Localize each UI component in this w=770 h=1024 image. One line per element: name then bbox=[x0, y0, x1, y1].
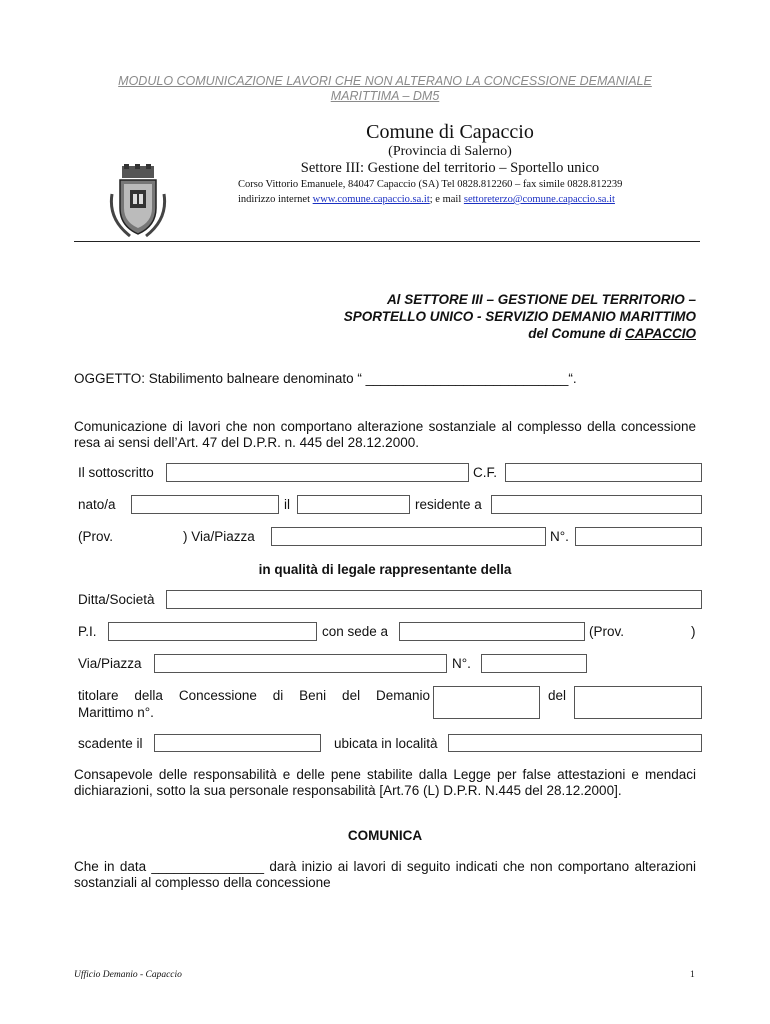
numero-field[interactable] bbox=[575, 527, 702, 546]
sottoscritto-field[interactable] bbox=[166, 463, 469, 482]
addressee-line-1: Al SETTORE III – GESTIONE DEL TERRITORIO – bbox=[386, 292, 696, 307]
label-paren-close: ) bbox=[691, 624, 696, 639]
footer-office: Ufficio Demanio - Capaccio bbox=[74, 970, 182, 980]
addressee-prefix: del Comune di bbox=[528, 326, 622, 341]
comune-name: Comune di Capaccio bbox=[366, 121, 534, 143]
addressee-block bbox=[250, 291, 696, 342]
pi-field[interactable] bbox=[108, 622, 317, 641]
label-del: del bbox=[548, 688, 567, 703]
web-prefix: indirizzo internet bbox=[238, 194, 311, 205]
label-scadente: scadente il bbox=[78, 736, 143, 751]
label-il: il bbox=[284, 497, 290, 512]
addressee-city: CAPACCIO bbox=[624, 326, 696, 341]
birthplace-field[interactable] bbox=[131, 495, 279, 514]
comunica-heading: COMUNICA bbox=[347, 828, 423, 843]
label-prov: (Prov. bbox=[78, 529, 114, 544]
oggetto-line: OGGETTO: Stabilimento balneare denominato “ ___________________________“. bbox=[74, 371, 577, 386]
concessione-date-field[interactable] bbox=[574, 686, 702, 719]
label-titolare-2: Marittimo n°. bbox=[78, 705, 154, 720]
label-ditta: Ditta/Società bbox=[78, 592, 155, 607]
label-prov-2: (Prov. bbox=[589, 624, 625, 639]
label-via-2: Via/Piazza bbox=[78, 656, 142, 671]
page-number: 1 bbox=[690, 970, 695, 980]
localita-field[interactable] bbox=[448, 734, 702, 752]
intro-paragraph: Comunicazione di lavori che non comportano alterazione sostanziale al complesso della concessione resa ai sensi dell’Art. 47 del D.P.R. n. 445 del 28.12.2000. bbox=[74, 419, 696, 450]
settore: Settore III: Gestione del territorio – Sportello unico bbox=[300, 160, 600, 176]
header-divider bbox=[74, 241, 700, 242]
website-link[interactable]: www.comune.capaccio.sa.it bbox=[312, 194, 430, 205]
label-sottoscritto: Il sottoscritto bbox=[78, 465, 154, 480]
label-numero-2: N°. bbox=[452, 656, 471, 671]
qualita-heading: in qualità di legale rappresentante della bbox=[258, 562, 512, 577]
label-nato: nato/a bbox=[78, 497, 116, 512]
via-2-field[interactable] bbox=[154, 654, 447, 673]
sede-field[interactable] bbox=[399, 622, 585, 641]
residence-field[interactable] bbox=[491, 495, 702, 514]
label-residente: residente a bbox=[415, 497, 482, 512]
che-in-data-paragraph: Che in data _______________ darà inizio ai lavori di seguito indicati che non comportano alterazioni sostanziali al complesso della concessione bbox=[74, 859, 696, 890]
concessione-number-field[interactable] bbox=[433, 686, 540, 719]
label-sede: con sede a bbox=[322, 624, 389, 639]
addressee-line-2: SPORTELLO UNICO - SERVIZIO DEMANIO MARITTIMO bbox=[343, 309, 696, 324]
label-titolare-1: titolare della Concessione di Beni del Demanio bbox=[78, 688, 430, 703]
consapevole-paragraph: Consapevole delle responsabilità e delle pene stabilite dalla Legge per false attestazioni e mendaci dichiarazioni, sotto la sua personale responsabilità [Art.76 (L) D.P.R. N.445 del 28.12.2000]. bbox=[74, 767, 696, 798]
label-cf: C.F. bbox=[473, 465, 498, 480]
cf-field[interactable] bbox=[505, 463, 702, 482]
mail-prefix: ; e mail bbox=[429, 194, 462, 205]
label-via: ) Via/Piazza bbox=[183, 529, 255, 544]
label-numero: N°. bbox=[550, 529, 569, 544]
contact-line bbox=[238, 194, 615, 205]
form-title: MODULO COMUNICAZIONE LAVORI CHE NON ALTERANO LA CONCESSIONE DEMANIALE MARITTIMA – DM5 bbox=[118, 74, 652, 103]
birthdate-field[interactable] bbox=[297, 495, 410, 514]
address-line: Corso Vittorio Emanuele, 84047 Capaccio (SA) Tel 0828.812260 – fax simile 0828.812239 bbox=[238, 179, 623, 190]
label-pi: P.I. bbox=[78, 624, 97, 639]
ditta-field[interactable] bbox=[166, 590, 702, 609]
scadenza-field[interactable] bbox=[154, 734, 321, 752]
email-link[interactable]: settoreterzo@comune.capaccio.sa.it bbox=[463, 194, 615, 205]
numero-2-field[interactable] bbox=[481, 654, 587, 673]
coat-of-arms-icon bbox=[108, 164, 168, 240]
addressee-line-3 bbox=[250, 325, 696, 342]
provincia: (Provincia di Salerno) bbox=[388, 144, 512, 159]
via-field[interactable] bbox=[271, 527, 546, 546]
label-ubicata: ubicata in località bbox=[334, 736, 438, 751]
